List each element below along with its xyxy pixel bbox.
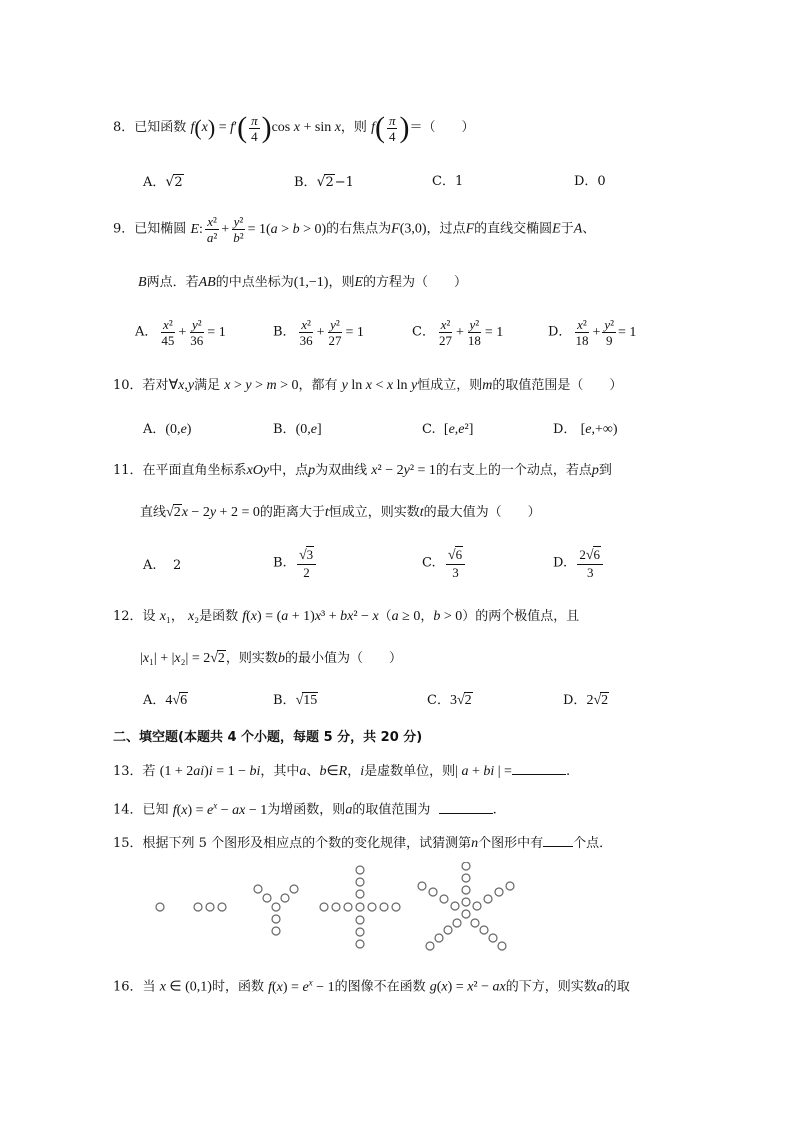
q8-option-b: B．√2−1 xyxy=(294,174,354,190)
q8-option-a: A．√2 xyxy=(143,174,183,190)
q11-option-d: D. $\frac{2√6}{3}$ xyxy=(553,548,605,579)
q9-option-a: A． $\frac{\text{x²}}{45}$ + $\frac{\text{y²}}{36}$ = 1 xyxy=(135,317,226,348)
q8-number: 8． xyxy=(113,120,135,136)
q15-answer-blank[interactable] xyxy=(543,846,573,847)
q10-option-c: C. [e,e²] xyxy=(422,422,474,437)
figure-3-dots xyxy=(254,885,298,935)
q10-option-d: D． [e,+∞) xyxy=(553,422,618,437)
q9-option-b: B． $\frac{\text{x²}}{36}$ + $\frac{\text{y²}}{27}$ = 1 xyxy=(273,317,364,348)
q8-option-c: C．1 xyxy=(432,174,464,189)
q10-stem: 10．若对∀x,y满足 x > y > m > 0，都有 y ln x < x ln y恒成立，则m的取值范围是（ ） xyxy=(113,378,623,393)
q8-option-d: D．0 xyxy=(574,174,606,189)
q11-option-a: A. 2 xyxy=(143,558,182,573)
q10-option-b: B．(0,e] xyxy=(273,422,322,437)
q9-line2: B两点．若AB的中点坐标为(1,−1)，则E的方程为（ ） xyxy=(138,275,468,290)
q13-stem: 13．若 (1 + 2ai)i = 1 − bi，其中a、b∈R，i是虚数单位，则| a + bi | = . xyxy=(113,764,571,779)
q11-line1: 11．在平面直角坐标系xOy中，点p为双曲线 x² − 2y² = 1的右支上的一个动点，若点p到 xyxy=(113,463,612,478)
q12-line2: |x₁| + |x₂| = 2√2，则实数b的最小值为（ ） xyxy=(140,651,402,666)
q16-stem: 16．当 x ∈ (0,1)时，函数 $f(x) = e^x - 1$的图像不在函数 g(x) = x² − ax的下方，则实数a的取 xyxy=(113,977,630,995)
q9-option-d: D． $\frac{\text{x²}}{18}$ + $\frac{\text{y²}}{9}$ = 1 xyxy=(548,317,637,348)
q13-answer-blank[interactable] xyxy=(512,774,566,775)
q9-line1: 9．已知椭圆 E: $\frac{\text{x²}}{\text{a²}}$ + $\frac{\text{y²}}{\text{b²}}$ = 1(a > b > 0)的右焦点为F(3,0)，过点F的直线交椭圆E于A、 xyxy=(113,214,596,245)
q12-option-b: B．√15 xyxy=(273,693,318,708)
figure-1-dot xyxy=(156,903,164,911)
q14-answer-blank[interactable] xyxy=(439,813,493,814)
figure-4-dots xyxy=(320,866,400,948)
q12-option-c: C．3√2 xyxy=(427,693,472,708)
q8-stem: 8．已知函数 f(x) = f′( $\frac{\pi}{4}$ )cos x + sin x，则 f( $\frac{\pi}{4}$ )＝（ ） xyxy=(113,111,475,144)
figure-2-dots xyxy=(194,903,226,911)
q14-stem: 14．已知 $f(x) = e^x$ − ax − 1为增函数，则a的取值范围为 . xyxy=(113,800,497,818)
q12-option-d: D．2√2 xyxy=(563,693,609,708)
section-heading: 二、填空题(本题共 4 个小题，每题 5 分，共 20 分) xyxy=(113,730,423,745)
q15-figures xyxy=(150,862,530,952)
figure-5-dots xyxy=(418,862,514,950)
q11-option-b: B. $\frac{√3}{2}$ xyxy=(273,548,318,579)
q9-option-c: C． $\frac{\text{x²}}{27}$ + $\frac{\text{y²}}{18}$ = 1 xyxy=(412,317,504,348)
q10-option-a: A．(0,e) xyxy=(143,422,192,437)
q11-option-c: C. $\frac{√6}{3}$ xyxy=(422,548,467,579)
q12-option-a: A．4√6 xyxy=(143,693,188,708)
q11-line2: 直线√2x − 2y + 2 = 0的距离大于t恒成立，则实数t的最大值为（ ） xyxy=(140,505,541,520)
q12-line1: 12．设 x₁， x₂是函数 f(x) = (a + 1)x³ + bx² − x（a ≥ 0，b > 0）的两个极值点，且 xyxy=(113,609,580,624)
q15-stem: 15．根据下列 5 个图形及相应点的个数的变化规律，试猜测第n个图形中有 个点． xyxy=(113,836,613,851)
